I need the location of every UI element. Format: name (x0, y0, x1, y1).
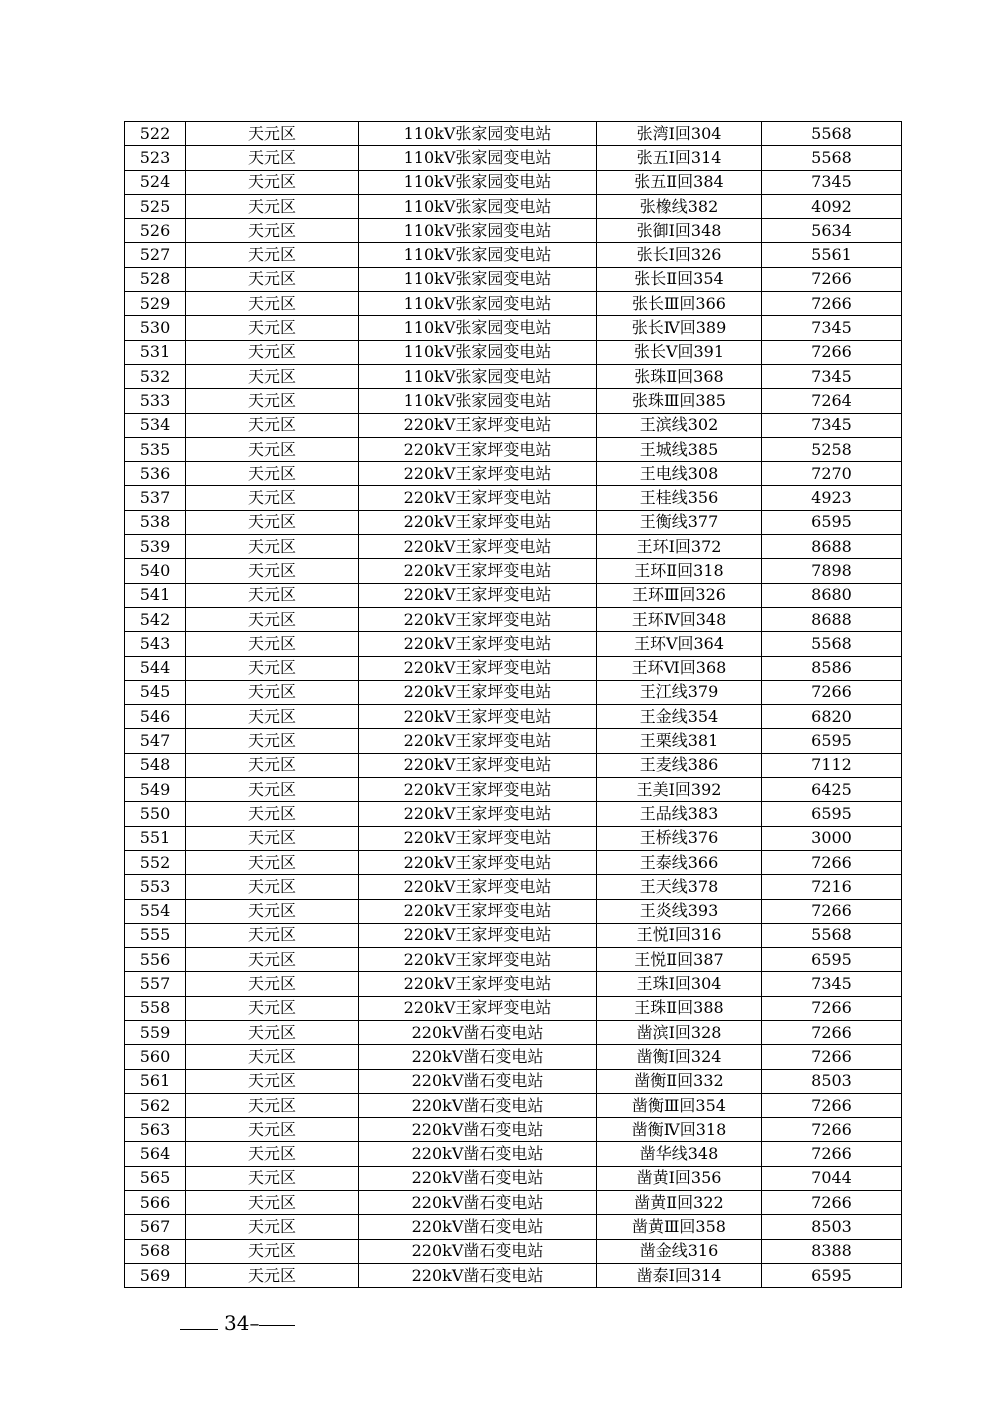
substation-cell: 220kV凿石变电站 (359, 1239, 597, 1263)
line-name-cell: 凿滨Ⅰ回328 (597, 1020, 762, 1044)
row-number-cell: 547 (125, 729, 186, 753)
line-name-cell: 王江线379 (597, 680, 762, 704)
substation-cell: 220kV王家坪变电站 (359, 462, 597, 486)
substation-cell: 110kV张家园变电站 (359, 194, 597, 218)
substation-cell: 220kV王家坪变电站 (359, 632, 597, 656)
substation-cell: 110kV张家园变电站 (359, 219, 597, 243)
district-cell: 天元区 (186, 753, 359, 777)
row-number-cell: 541 (125, 583, 186, 607)
line-name-cell: 张湾Ⅰ回304 (597, 122, 762, 146)
district-cell: 天元区 (186, 437, 359, 461)
row-number-cell: 552 (125, 850, 186, 874)
value-cell: 7266 (762, 1045, 902, 1069)
row-number-cell: 537 (125, 486, 186, 510)
substation-cell: 220kV王家坪变电站 (359, 996, 597, 1020)
row-number-cell: 562 (125, 1093, 186, 1117)
value-cell: 7112 (762, 753, 902, 777)
district-cell: 天元区 (186, 729, 359, 753)
page-number: 34 (224, 1311, 250, 1335)
district-cell: 天元区 (186, 1142, 359, 1166)
line-name-cell: 凿衡Ⅳ回318 (597, 1118, 762, 1142)
row-number-cell: 525 (125, 194, 186, 218)
substation-cell: 220kV王家坪变电站 (359, 850, 597, 874)
substation-cell: 110kV张家园变电站 (359, 146, 597, 170)
substation-cell: 220kV王家坪变电站 (359, 899, 597, 923)
substation-cell: 220kV王家坪变电站 (359, 486, 597, 510)
line-name-cell: 王美Ⅰ回392 (597, 778, 762, 802)
row-number-cell: 543 (125, 632, 186, 656)
district-cell: 天元区 (186, 1020, 359, 1044)
line-name-cell: 张五Ⅱ回384 (597, 170, 762, 194)
value-cell: 7266 (762, 680, 902, 704)
district-cell: 天元区 (186, 122, 359, 146)
value-cell: 6595 (762, 729, 902, 753)
table-row (125, 607, 902, 631)
district-cell: 天元区 (186, 462, 359, 486)
district-cell: 天元区 (186, 1191, 359, 1215)
row-number-cell: 533 (125, 389, 186, 413)
table-row (125, 1263, 902, 1287)
district-cell: 天元区 (186, 1263, 359, 1287)
table-row (125, 364, 902, 388)
substation-cell: 220kV凿石变电站 (359, 1191, 597, 1215)
substation-cell: 220kV凿石变电站 (359, 1045, 597, 1069)
value-cell: 7345 (762, 413, 902, 437)
substation-cell: 220kV王家坪变电站 (359, 875, 597, 899)
row-number-cell: 535 (125, 437, 186, 461)
row-number-cell: 532 (125, 364, 186, 388)
line-name-cell: 王环Ⅵ回368 (597, 656, 762, 680)
substation-cell: 110kV张家园变电站 (359, 292, 597, 316)
district-cell: 天元区 (186, 219, 359, 243)
table-row (125, 729, 902, 753)
table-row (125, 559, 902, 583)
substation-cell: 220kV王家坪变电站 (359, 510, 597, 534)
table-row (125, 413, 902, 437)
row-number-cell: 555 (125, 923, 186, 947)
row-number-cell: 557 (125, 972, 186, 996)
substation-cell: 110kV张家园变电站 (359, 316, 597, 340)
table-row (125, 1215, 902, 1239)
table-row (125, 219, 902, 243)
district-cell: 天元区 (186, 292, 359, 316)
district-cell: 天元区 (186, 1215, 359, 1239)
line-name-cell: 张五Ⅰ回314 (597, 146, 762, 170)
substation-cell: 220kV王家坪变电站 (359, 948, 597, 972)
substation-cell: 220kV王家坪变电站 (359, 680, 597, 704)
row-number-cell: 538 (125, 510, 186, 534)
district-cell: 天元区 (186, 802, 359, 826)
value-cell: 7266 (762, 340, 902, 364)
district-cell: 天元区 (186, 413, 359, 437)
row-number-cell: 560 (125, 1045, 186, 1069)
district-cell: 天元区 (186, 875, 359, 899)
line-name-cell: 张长Ⅴ回391 (597, 340, 762, 364)
line-name-cell: 王滨线302 (597, 413, 762, 437)
table-row (125, 826, 902, 850)
row-number-cell: 534 (125, 413, 186, 437)
table-row (125, 122, 902, 146)
table-row (125, 267, 902, 291)
row-number-cell: 567 (125, 1215, 186, 1239)
substation-cell: 110kV张家园变电站 (359, 340, 597, 364)
line-name-cell: 王环Ⅰ回372 (597, 535, 762, 559)
value-cell: 5568 (762, 146, 902, 170)
substation-cell: 110kV张家园变电站 (359, 389, 597, 413)
value-cell: 7345 (762, 316, 902, 340)
value-cell: 7266 (762, 1118, 902, 1142)
footer-dash: – (249, 1311, 260, 1335)
row-number-cell: 564 (125, 1142, 186, 1166)
value-cell: 6595 (762, 510, 902, 534)
line-name-cell: 张橡线382 (597, 194, 762, 218)
district-cell: 天元区 (186, 899, 359, 923)
table-row (125, 170, 902, 194)
value-cell: 5561 (762, 243, 902, 267)
value-cell: 7266 (762, 292, 902, 316)
value-cell: 7345 (762, 364, 902, 388)
value-cell: 7345 (762, 972, 902, 996)
table-row (125, 292, 902, 316)
line-name-cell: 王栗线381 (597, 729, 762, 753)
district-cell: 天元区 (186, 632, 359, 656)
row-number-cell: 540 (125, 559, 186, 583)
substation-cell: 110kV张家园变电站 (359, 364, 597, 388)
district-cell: 天元区 (186, 1093, 359, 1117)
value-cell: 5568 (762, 632, 902, 656)
value-cell: 7044 (762, 1166, 902, 1190)
value-cell: 6425 (762, 778, 902, 802)
table-row (125, 1166, 902, 1190)
table-row (125, 340, 902, 364)
table-row (125, 802, 902, 826)
table-row (125, 972, 902, 996)
line-name-cell: 张长Ⅲ回366 (597, 292, 762, 316)
substation-cell: 220kV王家坪变电站 (359, 535, 597, 559)
line-name-cell: 王炎线393 (597, 899, 762, 923)
value-cell: 7266 (762, 850, 902, 874)
table-row (125, 1093, 902, 1117)
substation-cell: 220kV王家坪变电站 (359, 607, 597, 631)
line-name-cell: 王衡线377 (597, 510, 762, 534)
value-cell: 3000 (762, 826, 902, 850)
table-row (125, 583, 902, 607)
row-number-cell: 566 (125, 1191, 186, 1215)
table-row (125, 1045, 902, 1069)
value-cell: 5568 (762, 122, 902, 146)
table-row (125, 899, 902, 923)
district-cell: 天元区 (186, 923, 359, 947)
line-name-cell: 王桥线376 (597, 826, 762, 850)
table-body (125, 122, 902, 1288)
row-number-cell: 561 (125, 1069, 186, 1093)
district-cell: 天元区 (186, 340, 359, 364)
line-name-cell: 张长Ⅱ回354 (597, 267, 762, 291)
value-cell: 5568 (762, 923, 902, 947)
line-name-cell: 凿黄Ⅰ回356 (597, 1166, 762, 1190)
table-row (125, 194, 902, 218)
value-cell: 6595 (762, 802, 902, 826)
line-name-cell: 凿泰Ⅰ回314 (597, 1263, 762, 1287)
table-row (125, 656, 902, 680)
footer-right-rule (259, 1324, 295, 1326)
substation-cell: 220kV凿石变电站 (359, 1118, 597, 1142)
table-row (125, 462, 902, 486)
row-number-cell: 553 (125, 875, 186, 899)
line-name-cell: 王金线354 (597, 705, 762, 729)
district-cell: 天元区 (186, 389, 359, 413)
substation-cell: 220kV凿石变电站 (359, 1093, 597, 1117)
line-name-cell: 王悦Ⅰ回316 (597, 923, 762, 947)
value-cell: 7266 (762, 1020, 902, 1044)
row-number-cell: 528 (125, 267, 186, 291)
table-row (125, 1069, 902, 1093)
district-cell: 天元区 (186, 656, 359, 680)
row-number-cell: 524 (125, 170, 186, 194)
value-cell: 7345 (762, 170, 902, 194)
line-name-cell: 王桂线356 (597, 486, 762, 510)
table-row (125, 1191, 902, 1215)
table-row (125, 1142, 902, 1166)
line-name-cell: 凿华线348 (597, 1142, 762, 1166)
line-name-cell: 王泰线366 (597, 850, 762, 874)
line-name-cell: 凿黄Ⅲ回358 (597, 1215, 762, 1239)
district-cell: 天元区 (186, 996, 359, 1020)
row-number-cell: 551 (125, 826, 186, 850)
table-row (125, 510, 902, 534)
district-cell: 天元区 (186, 316, 359, 340)
district-cell: 天元区 (186, 850, 359, 874)
line-name-cell: 凿黄Ⅱ回322 (597, 1191, 762, 1215)
row-number-cell: 546 (125, 705, 186, 729)
substation-cell: 220kV凿石变电站 (359, 1142, 597, 1166)
table-row (125, 437, 902, 461)
table-row (125, 389, 902, 413)
row-number-cell: 569 (125, 1263, 186, 1287)
substation-cell: 220kV王家坪变电站 (359, 437, 597, 461)
row-number-cell: 523 (125, 146, 186, 170)
value-cell: 8503 (762, 1215, 902, 1239)
substation-cell: 220kV王家坪变电站 (359, 559, 597, 583)
district-cell: 天元区 (186, 1069, 359, 1093)
row-number-cell: 531 (125, 340, 186, 364)
district-cell: 天元区 (186, 680, 359, 704)
substation-cell: 220kV王家坪变电站 (359, 729, 597, 753)
row-number-cell: 536 (125, 462, 186, 486)
substation-cell: 220kV凿石变电站 (359, 1166, 597, 1190)
substation-cell: 220kV凿石变电站 (359, 1069, 597, 1093)
table-row (125, 923, 902, 947)
table-row (125, 243, 902, 267)
value-cell: 5634 (762, 219, 902, 243)
table-row (125, 705, 902, 729)
district-cell: 天元区 (186, 948, 359, 972)
row-number-cell: 548 (125, 753, 186, 777)
substation-cell: 110kV张家园变电站 (359, 122, 597, 146)
value-cell: 7266 (762, 1093, 902, 1117)
substation-cell: 220kV凿石变电站 (359, 1215, 597, 1239)
value-cell: 7266 (762, 996, 902, 1020)
row-number-cell: 539 (125, 535, 186, 559)
table-row (125, 486, 902, 510)
line-name-cell: 王环Ⅳ回348 (597, 607, 762, 631)
row-number-cell: 559 (125, 1020, 186, 1044)
value-cell: 7216 (762, 875, 902, 899)
line-name-cell: 凿衡Ⅲ回354 (597, 1093, 762, 1117)
row-number-cell: 550 (125, 802, 186, 826)
substation-cell: 220kV王家坪变电站 (359, 802, 597, 826)
line-name-cell: 张御Ⅰ回348 (597, 219, 762, 243)
row-number-cell: 565 (125, 1166, 186, 1190)
row-number-cell: 545 (125, 680, 186, 704)
row-number-cell: 554 (125, 899, 186, 923)
district-cell: 天元区 (186, 778, 359, 802)
row-number-cell: 568 (125, 1239, 186, 1263)
district-cell: 天元区 (186, 146, 359, 170)
value-cell: 4092 (762, 194, 902, 218)
table-row (125, 1020, 902, 1044)
substation-cell: 220kV王家坪变电站 (359, 972, 597, 996)
row-number-cell: 563 (125, 1118, 186, 1142)
row-number-cell: 529 (125, 292, 186, 316)
table-row (125, 778, 902, 802)
table-row (125, 1239, 902, 1263)
row-number-cell: 526 (125, 219, 186, 243)
district-cell: 天元区 (186, 1166, 359, 1190)
substation-cell: 110kV张家园变电站 (359, 243, 597, 267)
line-name-cell: 王环Ⅴ回364 (597, 632, 762, 656)
value-cell: 8688 (762, 535, 902, 559)
line-name-cell: 凿金线316 (597, 1239, 762, 1263)
table-row (125, 316, 902, 340)
line-name-cell: 张长Ⅰ回326 (597, 243, 762, 267)
table-row (125, 146, 902, 170)
table-row (125, 535, 902, 559)
value-cell: 7266 (762, 1142, 902, 1166)
substation-cell: 110kV张家园变电站 (359, 267, 597, 291)
substation-cell: 220kV王家坪变电站 (359, 705, 597, 729)
value-cell: 7264 (762, 389, 902, 413)
district-cell: 天元区 (186, 170, 359, 194)
line-name-cell: 王珠Ⅱ回388 (597, 996, 762, 1020)
row-number-cell: 530 (125, 316, 186, 340)
district-cell: 天元区 (186, 267, 359, 291)
line-name-cell: 王环Ⅲ回326 (597, 583, 762, 607)
value-cell: 7270 (762, 462, 902, 486)
footer-left-rule (180, 1328, 218, 1330)
row-number-cell: 527 (125, 243, 186, 267)
table-row (125, 875, 902, 899)
district-cell: 天元区 (186, 583, 359, 607)
value-cell: 8586 (762, 656, 902, 680)
value-cell: 7266 (762, 267, 902, 291)
substation-cell: 220kV王家坪变电站 (359, 923, 597, 947)
district-cell: 天元区 (186, 559, 359, 583)
district-cell: 天元区 (186, 510, 359, 534)
table-row (125, 753, 902, 777)
substation-cell: 110kV张家园变电站 (359, 170, 597, 194)
substation-cell: 220kV王家坪变电站 (359, 753, 597, 777)
value-cell: 7898 (762, 559, 902, 583)
district-cell: 天元区 (186, 607, 359, 631)
line-name-cell: 张珠Ⅱ回368 (597, 364, 762, 388)
value-cell: 6595 (762, 1263, 902, 1287)
value-cell: 7266 (762, 899, 902, 923)
value-cell: 8688 (762, 607, 902, 631)
district-cell: 天元区 (186, 1239, 359, 1263)
district-cell: 天元区 (186, 364, 359, 388)
row-number-cell: 549 (125, 778, 186, 802)
substation-cell: 220kV凿石变电站 (359, 1020, 597, 1044)
line-name-cell: 张长Ⅳ回389 (597, 316, 762, 340)
table-row (125, 996, 902, 1020)
district-cell: 天元区 (186, 486, 359, 510)
substation-line-table (124, 121, 902, 1288)
table-row (125, 1118, 902, 1142)
line-name-cell: 凿衡Ⅰ回324 (597, 1045, 762, 1069)
substation-cell: 220kV王家坪变电站 (359, 583, 597, 607)
line-name-cell: 王城线385 (597, 437, 762, 461)
line-name-cell: 王悦Ⅱ回387 (597, 948, 762, 972)
value-cell: 8388 (762, 1239, 902, 1263)
district-cell: 天元区 (186, 1118, 359, 1142)
line-name-cell: 凿衡Ⅱ回332 (597, 1069, 762, 1093)
substation-cell: 220kV王家坪变电站 (359, 778, 597, 802)
table-row (125, 632, 902, 656)
value-cell: 7266 (762, 1191, 902, 1215)
row-number-cell: 544 (125, 656, 186, 680)
district-cell: 天元区 (186, 972, 359, 996)
substation-cell: 220kV凿石变电站 (359, 1263, 597, 1287)
row-number-cell: 542 (125, 607, 186, 631)
value-cell: 6820 (762, 705, 902, 729)
line-name-cell: 王环Ⅱ回318 (597, 559, 762, 583)
table-row (125, 948, 902, 972)
district-cell: 天元区 (186, 826, 359, 850)
substation-cell: 220kV王家坪变电站 (359, 826, 597, 850)
value-cell: 6595 (762, 948, 902, 972)
district-cell: 天元区 (186, 243, 359, 267)
value-cell: 8680 (762, 583, 902, 607)
page-footer (180, 1311, 295, 1335)
line-name-cell: 王麦线386 (597, 753, 762, 777)
row-number-cell: 556 (125, 948, 186, 972)
district-cell: 天元区 (186, 535, 359, 559)
row-number-cell: 522 (125, 122, 186, 146)
table-row (125, 850, 902, 874)
line-name-cell: 王珠Ⅰ回304 (597, 972, 762, 996)
row-number-cell: 558 (125, 996, 186, 1020)
value-cell: 8503 (762, 1069, 902, 1093)
line-name-cell: 王电线308 (597, 462, 762, 486)
line-name-cell: 王天线378 (597, 875, 762, 899)
district-cell: 天元区 (186, 194, 359, 218)
substation-cell: 220kV王家坪变电站 (359, 413, 597, 437)
line-name-cell: 王品线383 (597, 802, 762, 826)
district-cell: 天元区 (186, 1045, 359, 1069)
table-row (125, 680, 902, 704)
value-cell: 5258 (762, 437, 902, 461)
district-cell: 天元区 (186, 705, 359, 729)
value-cell: 4923 (762, 486, 902, 510)
line-name-cell: 张珠Ⅲ回385 (597, 389, 762, 413)
substation-cell: 220kV王家坪变电站 (359, 656, 597, 680)
